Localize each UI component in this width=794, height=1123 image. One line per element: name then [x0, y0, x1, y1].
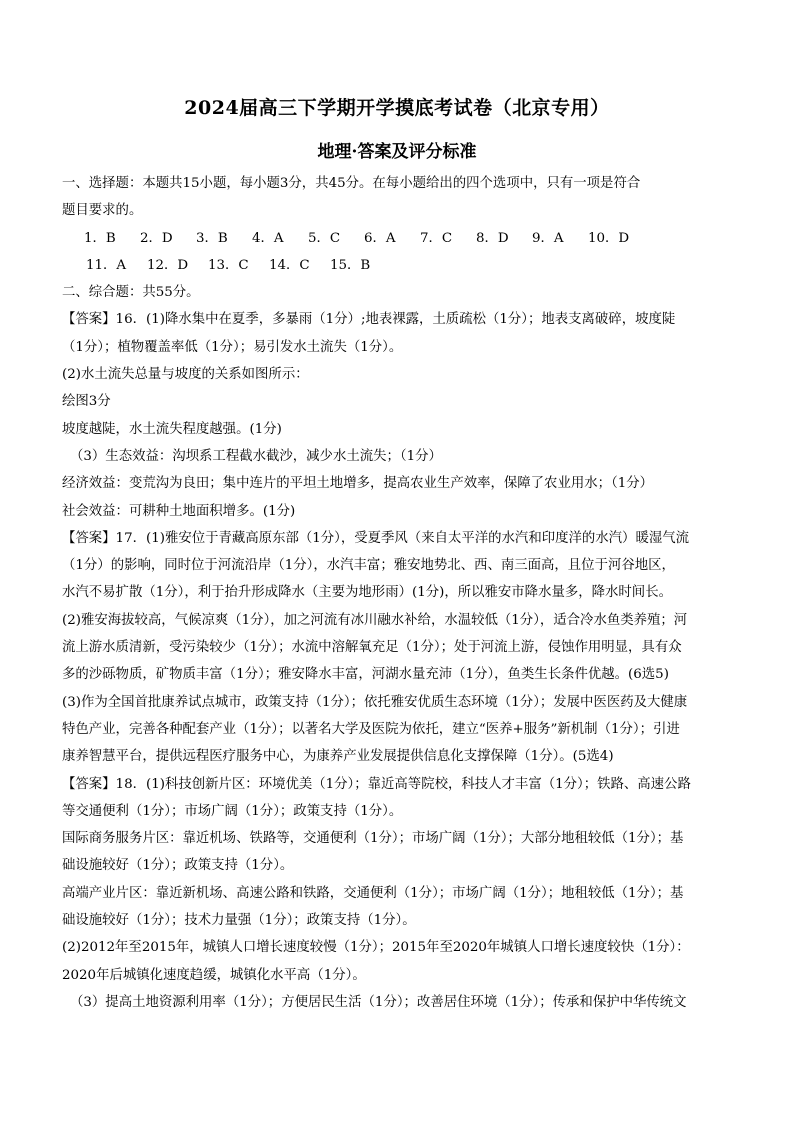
- answer-text-line: 流上游水质清新，受污染较少（1分）；水流中溶解氧充足（1分）；处于河流上游，侵蚀作用明显，具有众: [62, 640, 682, 656]
- answer-text-line: 水汽不易扩散（1分），利于抬升形成降水（主要为地形雨）(1分)，所以雅安市降水量多，降水时间长。: [62, 585, 672, 601]
- answer-text-line: (2)水土流失总量与坡度的关系如图所示：: [62, 367, 309, 383]
- answer-text-line: （3）生态效益：沟坝系工程截水截沙，减少水土流失；（1分）: [70, 448, 442, 464]
- section1-instruction-line2: 题目要求的。: [62, 203, 143, 219]
- choice-answer: 3．B: [196, 230, 228, 246]
- answer-text-line: 础设施较好（1分）；技术力量强（1分）；政策支持（1分）。: [62, 913, 416, 929]
- choice-answers-row1: [62, 225, 732, 252]
- choice-answer: 5．C: [308, 230, 341, 246]
- answer-text-line: (3)作为全国首批康养试点城市，政策支持（1分）；依托雅安优质生态环境（1分）；发展中医医药及大健康: [62, 694, 688, 710]
- answer-text-line: 康养智慧平台，提供远程医疗服务中心，为康养产业发展提供信息化支撑保障（1分）。(5选4): [62, 749, 614, 765]
- choice-answer: 8．D: [476, 230, 509, 246]
- answer-text-line: 社会效益：可耕种土地面积增多。(1分): [62, 503, 296, 519]
- choice-answer: 10．D: [588, 230, 630, 246]
- answer-text-line: （1分）的影响，同时位于河流沿岸（1分），水汽丰富；雅安地势北、西、南三面高，且位于河谷地区，: [62, 558, 675, 574]
- answer-text-line: (2)2012年至2015年，城镇人口增长速度较慢（1分）；2015年至2020年城镇人口增长速度较快（1分）：: [62, 940, 690, 956]
- answer-text-line: 高端产业片区：靠近新机场、高速公路和铁路，交通便利（1分）；市场广阔（1分）；地租较低（1分）；基: [62, 885, 684, 901]
- choice-answer: 1．B: [84, 230, 116, 246]
- answer-text-line: （3）提高土地资源利用率（1分）；方便居民生活（1分）；改善居住环境（1分）；传承和保护中华传统文: [70, 994, 687, 1010]
- page-subtitle: 地理·答案及评分标准: [317, 142, 477, 162]
- section2-heading: 二、综合题：共55分。: [62, 285, 200, 301]
- choice-answer: 14．C: [269, 257, 310, 273]
- choice-answer: 4．A: [252, 230, 284, 246]
- answer-text-line: 特色产业，完善各种配套产业（1分）；以著名大学及医院为依托，建立“医养+服务”新机制（1分）；引进: [62, 721, 680, 737]
- answer-text-line: 多的沙砾物质，矿物质丰富（1分）；雅安降水丰富，河湖水量充沛（1分），鱼类生长条件优越。(6选5): [62, 667, 669, 683]
- answer-text-line: （1分）；植物覆盖率低（1分）；易引发水土流失（1分）。: [62, 339, 403, 355]
- answer-text-line: (2)雅安海拔较高，气候凉爽（1分），加之河流有冰川融水补给，水温较低（1分），适合冷水鱼类养殖；河: [62, 612, 688, 628]
- choice-answer: 2．D: [140, 230, 173, 246]
- answer-text-line: 绘图3分: [62, 394, 111, 410]
- page-title: 2024届高三下学期开学摸底考试卷（北京专用）: [184, 97, 610, 119]
- choice-answer: 13．C: [208, 257, 249, 273]
- answer-text-line: 【答案】18．(1)科技创新片区：环境优美（1分）；靠近高等院校，科技人才丰富（1分）；铁路、高速公路: [62, 776, 691, 792]
- choice-answer: 12．D: [147, 257, 189, 273]
- answer-text-line: 坡度越陡，水土流失程度越强。(1分): [62, 421, 282, 437]
- choice-answers-row2: [62, 252, 732, 279]
- section1-instruction-line1: 一、选择题：本题共15小题，每小题3分，共45分。在每小题给出的四个选项中，只有一项是符合: [62, 176, 641, 191]
- answer-text-line: 【答案】17．(1)雅安位于青藏高原东部（1分），受夏季风（来自太平洋的水汽和印度洋的水汽）暖湿气流: [62, 530, 690, 546]
- answer-text-line: 础设施较好（1分）；政策支持（1分）。: [62, 858, 294, 874]
- answer-text-line: 国际商务服务片区：靠近机场、铁路等，交通便利（1分）；市场广阔（1分）；大部分地租较低（1分）；基: [62, 831, 684, 847]
- answer-body: [62, 170, 732, 1016]
- choice-answer: 6．A: [364, 230, 396, 246]
- choice-answer: 7．C: [420, 230, 453, 246]
- choice-answer: 9．A: [532, 230, 564, 246]
- answer-text-line: 等交通便利（1分）；市场广阔（1分）；政策支持（1分）。: [62, 803, 403, 819]
- answer-text-line: 【答案】16．(1)降水集中在夏季，多暴雨（1分）;地表裸露，土质疏松（1分）；地表支离破碎，坡度陡: [62, 312, 676, 328]
- choice-answer: 15．B: [330, 257, 371, 273]
- choice-answer: 11．A: [86, 257, 127, 273]
- answer-text-line: 经济效益：变荒沟为良田；集中连片的平坦土地增多，提高农业生产效率，保障了农业用水；（1分）: [62, 476, 654, 492]
- answer-text-line: 2020年后城镇化速度趋缓，城镇化水平高（1分）。: [62, 967, 366, 983]
